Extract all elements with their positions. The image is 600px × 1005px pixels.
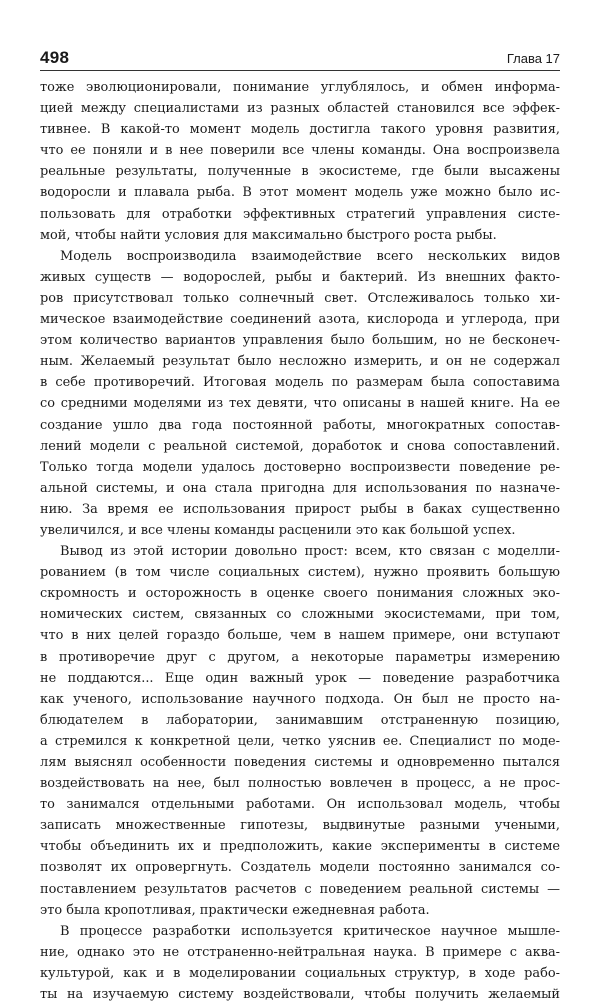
- text-line: Модель воспроизводила взаимодействие всего нескольких видов: [60, 248, 560, 264]
- text-line: тивнее. В какой-то момент модель достигла такого уровня развития,: [40, 122, 560, 138]
- paragraph: [40, 246, 560, 541]
- text-line: Вывод из этой истории довольно прост: всем, кто связан с моделли-: [60, 544, 560, 560]
- text-line: ным. Желаемый результат было несложно измерить, и он не содержал: [40, 354, 560, 370]
- text-line: то занимался отдельными работами. Он использовал модель, чтобы: [40, 797, 560, 813]
- text-line: создание ушло два года постоянной работы, многократных сопостав-: [40, 417, 560, 433]
- text-line: лений модели с реальной системой, доработок и снова сопоставлений.: [40, 438, 560, 454]
- text-line: это была кропотливая, практически ежедневная работа.: [40, 902, 430, 918]
- text-line: живых существ — водорослей, рыбы и бактерий. Из внешних факто-: [40, 269, 560, 285]
- text-line: этом количество вариантов управления было большим, но не бесконеч-: [40, 333, 560, 349]
- text-line: Только тогда модели удалось достоверно воспроизвести поведение ре-: [40, 459, 560, 475]
- text-line: мическое взаимодействие соединений азота, кислорода и углерода, при: [40, 312, 560, 328]
- text-line: пользовать для отработки эффективных стратегий управления систе-: [40, 206, 560, 222]
- text-line: не поддаются... Еще один важный урок — поведение разработчика: [40, 670, 560, 686]
- text-line: ров присутствовал только солнечный свет. Отслеживалось только хи-: [40, 290, 560, 306]
- text-line: мой, чтобы найти условия для максимально быстрого роста рыбы.: [40, 227, 497, 243]
- text-line: а стремился к конкретной цели, четко уяснив ее. Специалист по моде-: [40, 733, 560, 749]
- text-line: записать множественные гипотезы, выдвинутые разными учеными,: [40, 818, 560, 834]
- text-line: чтобы объединить их и предположить, какие эксперименты в системе: [40, 839, 560, 855]
- text-line: что ее поняли и в нее поверили все члены команды. Она воспроизвела: [40, 143, 560, 159]
- text-line: тоже эволюционировали, понимание углублялось, и обмен информа-: [40, 80, 560, 95]
- page-number: 498: [40, 48, 70, 67]
- text-line: номических систем, связанных со сложными экосистемами, при том,: [40, 607, 560, 623]
- body-text: [40, 77, 560, 1005]
- text-line: ты на изучаемую систему воздействовали, чтобы получить желаемый: [40, 987, 560, 1003]
- text-line: реальные результаты, полученные в экосистеме, где были высажены: [40, 164, 560, 180]
- paragraph: [40, 77, 560, 246]
- running-header: [40, 46, 560, 71]
- text-line: нию. За время ее использования прирост рыбы в баках существенно: [40, 501, 560, 517]
- text-line: В процессе разработки используется критическое научное мышле-: [60, 923, 560, 939]
- text-line: увеличился, и все члены команды расценили это как большой успех.: [40, 522, 516, 538]
- text-line: рованием (в том числе социальных систем), нужно проявить большую: [40, 565, 560, 581]
- text-line: скромность и осторожность в оценке своего понимания сложных эко-: [40, 586, 560, 602]
- text-line: со средними моделями из тех девяти, что описаны в нашей книге. На ее: [40, 396, 560, 412]
- text-line: ние, однако это не отстраненно-нейтральная наука. В примере с аква-: [40, 944, 560, 960]
- paragraph: [40, 921, 560, 1005]
- text-line: позволят их опровергнуть. Создатель модели постоянно занимался со-: [40, 860, 560, 876]
- text-line: что в них целей гораздо больше, чем в нашем примере, они вступают: [40, 628, 560, 644]
- chapter-title: Глава 17: [506, 51, 560, 66]
- text-line: в противоречие друг с другом, а некоторые параметры измерению: [40, 649, 560, 665]
- text-line: водоросли и плавала рыба. В этот момент модель уже можно было ис-: [40, 185, 560, 201]
- text-line: цией между специалистами из разных областей становился все эффек-: [40, 101, 560, 117]
- paragraph: [40, 541, 560, 921]
- text-line: как ученого, использование научного подхода. Он был не просто на-: [40, 691, 560, 707]
- text-line: лям выяснял особенности поведения системы и одновременно пытался: [40, 755, 560, 770]
- text-line: воздействовать на нее, был полностью вовлечен в процесс, а не прос-: [40, 776, 560, 792]
- text-line: в себе противоречий. Итоговая модель по размерам была сопоставима: [40, 375, 560, 391]
- text-line: блюдателем в лаборатории, занимавшим отстраненную позицию,: [40, 712, 560, 728]
- book-page: [40, 46, 560, 1005]
- text-line: альной системы, и она стала пригодна для использования по назначе-: [40, 480, 560, 496]
- text-line: культурой, как и в моделировании социальных структур, в ходе рабо-: [40, 965, 560, 981]
- text-line: поставлением результатов расчетов с поведением реальной системы —: [40, 881, 560, 897]
